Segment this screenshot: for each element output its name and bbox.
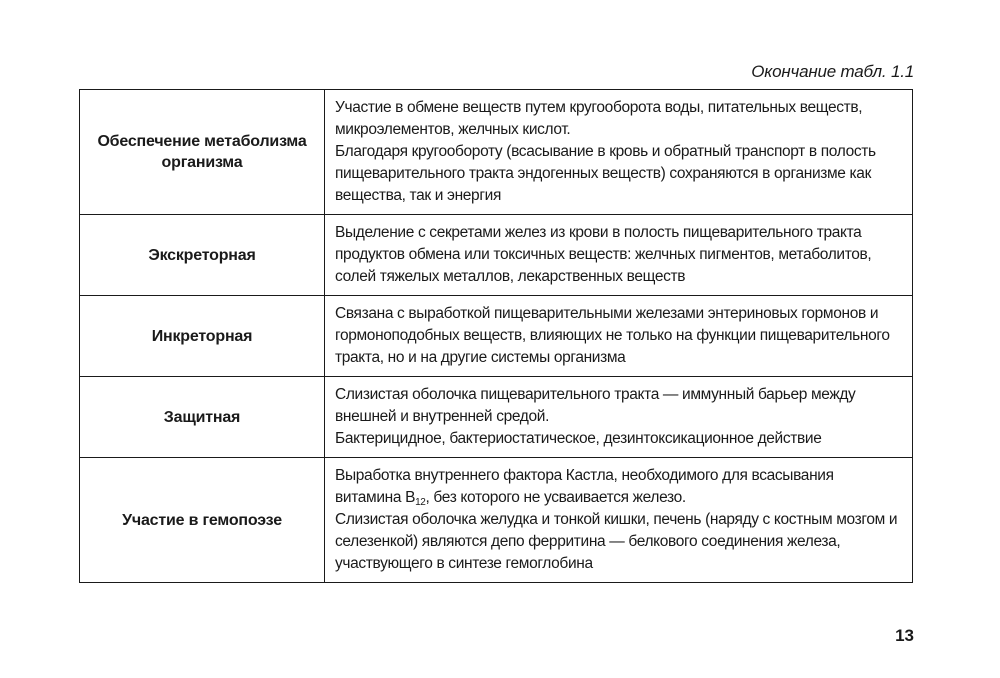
table-row — [80, 377, 913, 458]
description-paragraph: Слизистая оболочка желудка и тонкой кишки, печень (наряду с костным мозгом и селезенкой) являются депо ферритина — белкового соединения железа, участвующего в синтезе гемоглобина — [335, 510, 898, 572]
function-name: Обеспечение метаболизма организма — [80, 90, 325, 215]
table-row — [80, 90, 913, 215]
function-name: Экскреторная — [80, 215, 325, 296]
function-name: Защитная — [80, 377, 325, 458]
function-description — [325, 296, 913, 377]
description-paragraph: Бактерицидное, бактериостатическое, дезинтоксикационное действие — [335, 429, 822, 447]
table-caption: Окончание табл. 1.1 — [751, 62, 914, 81]
description-paragraph: Выделение с секретами желез из крови в полость пищеварительного тракта продуктов обмена или токсичных веществ: желчных пигментов, метаболитов, солей тяжелых металлов, лекарственных веществ — [335, 223, 872, 285]
text-fragment: Выработка внутреннего фактора Кастла, необходимого для всасывания витамина В — [335, 466, 834, 506]
description-paragraph: Связана с выработкой пищеварительными железами энтериновых гормонов и гормоноподобных веществ, влияющих не только на функции пищеварительного тракта, но и на другие системы организма — [335, 304, 890, 366]
text-fragment: , без которого не усваивается железо. — [425, 488, 686, 506]
function-description — [325, 458, 913, 583]
table-row — [80, 215, 913, 296]
function-description — [325, 377, 913, 458]
description-paragraph — [335, 465, 902, 509]
functions-table — [79, 89, 913, 583]
subscript: 12 — [415, 496, 426, 508]
function-name: Инкреторная — [80, 296, 325, 377]
function-description — [325, 90, 913, 215]
function-name: Участие в гемопоэзе — [80, 458, 325, 583]
description-paragraph: Благодаря кругообороту (всасывание в кровь и обратный транспорт в полость пищеварительного тракта эндогенных веществ) сохраняются в организме как вещества, так и энергия — [335, 142, 876, 204]
description-paragraph: Слизистая оболочка пищеварительного тракта — иммунный барьер между внешней и внутренней средой. — [335, 385, 856, 425]
table-row — [80, 458, 913, 583]
table-row — [80, 296, 913, 377]
description-paragraph: Участие в обмене веществ путем кругооборота воды, питательных веществ, микроэлементов, желчных кислот. — [335, 98, 863, 138]
page-number: 13 — [895, 626, 914, 645]
function-description — [325, 215, 913, 296]
